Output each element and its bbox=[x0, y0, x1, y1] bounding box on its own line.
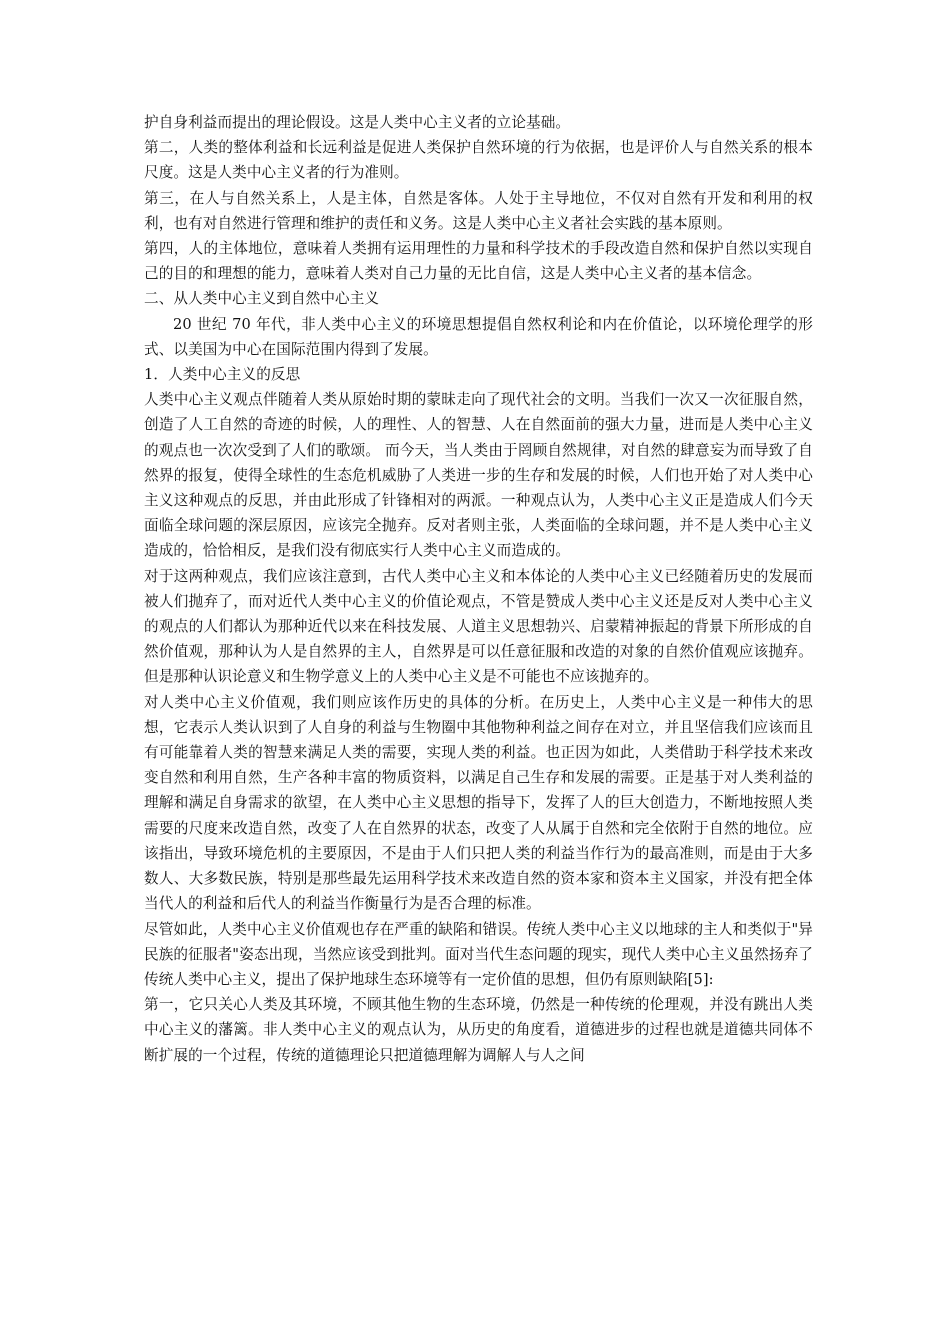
paragraph-point-four: 第四，人的主体地位，意味着人类拥有运用理性的力量和科学技术的手段改造自然和保护自然以实现自己的目的和理想的能力，意味着人类对自己力量的无比自信，这是人类中心主义者的基本信念。 bbox=[144, 240, 813, 283]
document-body bbox=[144, 110, 813, 1068]
paragraph-point-three: 第三，在人与自然关系上，人是主体，自然是客体。人处于主导地位，不仅对自然有开发和利用的权利，也有对自然进行管理和维护的责任和义务。这是人类中心主义者社会实践的基本原则。 bbox=[144, 189, 813, 232]
paragraph-reflection: 人类中心主义观点伴随着人类从原始时期的蒙昧走向了现代社会的文明。当我们一次又一次征服自然，创造了人工自然的奇迹的时候，人的理性、人的智慧、人在自然面前的强大力量，进而是人类中心主义的观点也一次次受到了人们的歌颂。 而今天，当人类由于罔顾自然规律，对自然的肆意妄为而导致了自然界的报复，使得全球性的生态危机威胁了人类进一步的生存和发展的时候，人们也开始了对人类中心主义这种观点的反思，并由此形成了针锋相对的两派。一种观点认为，人类中心主义正是造成人们今天面临全球问题的深层原因，应该完全抛弃。反对者则主张，人类面临的全球问题，并不是人类中心主义造成的，恰恰相反，是我们没有彻底实行人类中心主义而造成的。 bbox=[144, 391, 813, 560]
paragraph-defects: 尽管如此，人类中心主义价值观也存在严重的缺陷和错误。传统人类中心主义以地球的主人和类似于"异民族的征服者"姿态出现，当然应该受到批判。面对当代生态问题的现实，现代人类中心主义虽然扬弃了传统人类中心主义，提出了保护地球生态环境等有一定价值的思想，但仍有原则缺陷[5]: bbox=[144, 920, 813, 988]
paragraph-continuation: 护自身利益而提出的理论假设。这是人类中心主义者的立论基础。 bbox=[144, 114, 571, 131]
paragraph-point-two: 第二，人类的整体利益和长远利益是促进人类保护自然环境的行为依据，也是评价人与自然关系的根本尺度。这是人类中心主义者的行为准则。 bbox=[144, 139, 813, 182]
paragraph-historical-analysis: 对人类中心主义价值观，我们则应该作历史的具体的分析。在历史上，人类中心主义是一种伟大的思想，它表示人类认识到了人自身的利益与生物圈中其他物种利益之间存在对立，并且坚信我们应该而且有可能靠着人类的智慧来满足人类的需要，实现人类的利益。也正因为如此，人类借助于科学技术来改变自然和利用自然，生产各种丰富的物质资料，以满足自己生存和发展的需要。正是基于对人类利益的理解和满足自身需求的欲望，在人类中心主义思想的指导下，发挥了人的巨大创造力，不断地按照人类需要的尺度来改造自然，改变了人在自然界的状态，改变了人从属于自然和完全依附于自然的地位。应该指出，导致环境危机的主要原因，不是由于人们只把人类的利益当作行为的最高准则，而是由于大多数人、大多数民族，特别是那些最先运用科学技术来改造自然的资本家和资本主义国家，并没有把全体当代人的利益和后代人的利益当作衡量行为是否合理的标准。 bbox=[144, 693, 813, 913]
subsection-heading-reflection: 1．人类中心主义的反思 bbox=[144, 366, 301, 384]
paragraph-1970s: 20 世纪 70 年代，非人类中心主义的环境思想提倡自然权利论和内在价值论，以环境伦理学的形式、以美国为中心在国际范围内得到了发展。 bbox=[144, 315, 813, 358]
paragraph-two-views: 对于这两种观点，我们应该注意到，古代人类中心主义和本体论的人类中心主义已经随着历史的发展而被人们抛弃了，而对近代人类中心主义的价值论观点，不管是赞成人类中心主义还是反对人类中心主义的观点的人们都认为那种近代以来在科技发展、人道主义思想勃兴、启蒙精神振起的背景下所形成的自然价值观，那种认为人是自然界的主人，自然界是可以任意征服和改造的对象的自然价值观应该抛弃。但是那种认识论意义和生物学意义上的人类中心主义是不可能也不应该抛弃的。 bbox=[144, 567, 813, 686]
section-heading-two: 二、从人类中心主义到自然中心主义 bbox=[144, 290, 380, 308]
paragraph-defect-one: 第一，它只关心人类及其环境，不顾其他生物的生态环境，仍然是一种传统的伦理观，并没有跳出人类中心主义的藩篱。非人类中心主义的观点认为，从历史的角度看，道德进步的过程也就是道德共同体不断扩展的一个过程，传统的道德理论只把道德理解为调解人与人之间 bbox=[144, 996, 813, 1064]
